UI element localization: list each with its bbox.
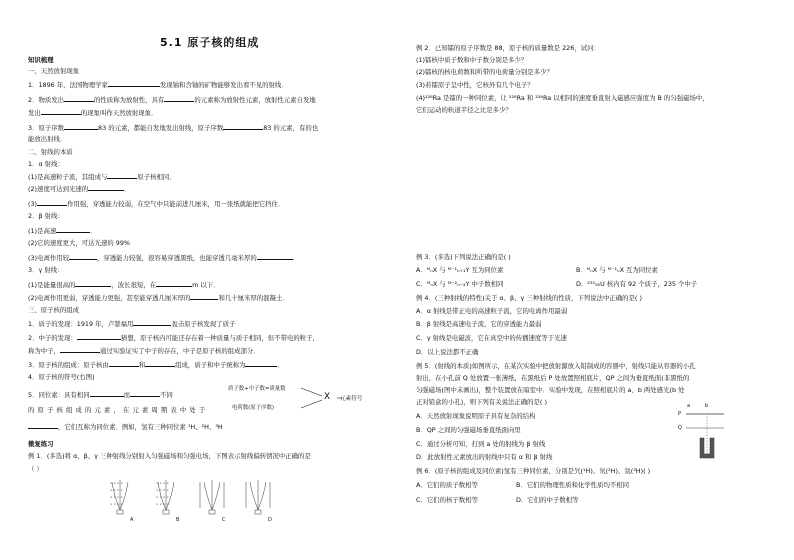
figure-label-a: a xyxy=(687,403,691,409)
question-text: 例 5．(射线的本质)如图所示，在某次实验中把放射源放入铅制成的容器中，射线只能从容器的小孔 xyxy=(416,362,696,370)
option-b: B．它们的物理性质和化学性质均不相同 xyxy=(516,481,630,489)
question-text: 例 4．(三种射线的特性)关于 α、β、γ 三种射线的性质，下列说法中正确的是( ) xyxy=(416,294,642,302)
symbol-element-label: 元素符号 xyxy=(340,396,363,402)
question-text: 射出，在小孔前 Q 处放置一张薄纸，在黑纸后 P 处放置照相底片，QP 之间为垂直纸面(非黑纸的 xyxy=(416,374,690,382)
text-line: (3)电离作用较 ，穿透能力较强，很容易穿透黑纸，也能穿透几毫米厚的 ． xyxy=(28,254,300,262)
option-c: C．γ 射线是电磁波，它在真空中的传播速度等于光速 xyxy=(416,334,567,342)
text-line: 2．β 射线： xyxy=(28,212,64,220)
text-line: 5．同位素：具有相同 而 不同 xyxy=(28,391,173,399)
text-line: 3．γ 射线： xyxy=(28,266,64,274)
text-line: (2)它的速度更大，可达光速的 99% xyxy=(28,239,130,247)
text-line: 1．1896 年，法国物理学家 发现铀和含铀的矿物能够发出看不见的射线． xyxy=(28,81,288,89)
symbol-mass-label: 质子数+中子数=质量数 xyxy=(228,386,286,392)
page-title: 5.1 原子核的组成 xyxy=(160,36,260,49)
text-line: (2)速度可达到光速的 ． xyxy=(28,185,131,193)
svg-text:× × × ×: × × × × xyxy=(110,481,123,485)
option-b: B．β 射线是高速电子流，它的穿透能力最弱 xyxy=(416,320,542,328)
text-line: (3) 作用强，穿透能力较弱，在空气中只能前进几厘米，用一张纸就能把它挡住． xyxy=(28,200,285,208)
option-a: A．ᴹₙX 与 ᴹ⁻¹ₙ₊₁Y 互为同位素 xyxy=(416,266,504,274)
option-d: D．以上说法都不正确 xyxy=(416,348,479,356)
option-c: C．它们的核子数相等 xyxy=(416,496,478,504)
symbol-x: X xyxy=(324,392,331,402)
text-line: 2．物质发出 的性质称为放射性，具有 的元素称为放射性元素，放射性元素自发地 xyxy=(28,96,316,104)
question-text: 例 6．(原子核的组成及同位素)氢有三种同位素，分别是氕(¹H)、氘(²H)、氚(³H)( ) xyxy=(416,467,651,475)
text-line: 能放出射线． xyxy=(28,135,67,143)
option-d: D．此放射性元素放出的射线中只有 α 和 β 射线 xyxy=(416,453,553,461)
text-line: 的原子核组成的元素，在元素周期表中处于 xyxy=(28,406,209,414)
figure-label-d: D xyxy=(268,517,272,523)
text-line: (1)是能量很高的 ，波长很短，在 m 以下． xyxy=(28,281,220,289)
option-a: A．它们的质子数相等 xyxy=(416,481,478,489)
figure-label-c: C xyxy=(222,517,226,523)
section-heading: 二、射线的本质 xyxy=(28,148,73,156)
text-line: 4．原子核的符号(右图) xyxy=(28,373,95,381)
ray-deflection-figures xyxy=(108,478,308,522)
text-line: 3．原子序数 83 的元素，都能自发地发出射线，原子序数 83 的元素，有的也 xyxy=(28,124,319,132)
option-a: A．天然放射现象说明原子具有复杂的结构 xyxy=(416,412,536,420)
svg-text:× × × ×: × × × × xyxy=(110,502,123,506)
symbol-charge-label: 电荷数(原子序数) xyxy=(232,405,274,411)
option-c: C．ᴹₙX 与 ᴹ⁻²ₙ₋₂Y 中子数相同 xyxy=(416,280,504,288)
text-line: 发出 的现象叫作天然放射现象． xyxy=(28,109,158,117)
question-text: 正对铅盒的小孔)，则下列有关说法正确的是( ) xyxy=(416,398,547,406)
figure-label-b: B xyxy=(176,517,180,523)
option-c: C．通过分析可知，打到 a 处的射线为 β 射线 xyxy=(416,440,546,448)
text-line: ，它们互称为同位素．例如，氢有三种同位素 ¹H、²H、³H xyxy=(28,422,223,431)
question-text: 例 2．已知镭的原子序数是 88，原子核的质量数是 226，试问： xyxy=(416,44,600,52)
text-line: 3．原子核的组成：原子核由 和 组成，质子和中子统称为 ． xyxy=(28,361,284,369)
question-text: (2)镭核的核电荷数和所带的电荷量分别是多少？ xyxy=(416,68,553,76)
question-text: 例 1．(多选)将 α、β、γ 三种射线分别射入匀强磁场和匀强电场，下图表示射线偏转情况中正确的是 xyxy=(28,452,311,460)
option-b: B．ᴹₙX 与 ᴹ⁻¹ₙX 互为同位素 xyxy=(576,266,658,274)
section-heading: 知识梳理 xyxy=(28,56,54,64)
figure-label-a: A xyxy=(130,517,134,523)
option-a: A．α 射线是带正电的高速粒子流，它的电离作用最弱 xyxy=(416,307,568,315)
option-d: D．²³⁵₉₂U 核内有 92 个质子，235 个中子 xyxy=(576,280,698,288)
text-line: 1．质子的发现：1919 年，卢瑟福用 轰击原子核发现了质子 xyxy=(28,320,236,328)
question-text: (4)²²⁸Ra 是镭的一种同位素，让 ²²⁸Ra 和 ²²⁶Ra 以相同的速度垂直射入磁感应强度为 B 的匀强磁场中， xyxy=(416,94,709,102)
svg-text:× × × ×: × × × × xyxy=(156,495,169,499)
figure-c xyxy=(200,480,224,514)
figure-label-q: Q xyxy=(678,425,682,431)
text-line: (1)是高速 ． xyxy=(28,227,97,235)
figure-label-p: P xyxy=(678,411,682,417)
section-heading: 三、原子核的组成 xyxy=(28,306,80,314)
question-text: 它们运动的轨道半径之比是多少？ xyxy=(416,106,512,114)
question-text: (1)镭核中质子数和中子数分别是多少？ xyxy=(416,56,528,64)
figure-d xyxy=(246,480,270,514)
text-line: 称为中子， 通过实验证实了中子的存在，中子是原子核的组成部分． xyxy=(28,347,260,355)
svg-text:× × × ×: × × × × xyxy=(110,488,123,492)
nucleus-symbol-diagram xyxy=(208,380,358,420)
text-line: 1．α 射线： xyxy=(28,160,64,168)
figure-label-b: b xyxy=(705,403,709,409)
text-line: 2．中子的发现： 猜想，原子核内可能还存在着一种质量与质子相同，但不带电的粒子， xyxy=(28,334,319,342)
svg-text:× × × ×: × × × × xyxy=(156,502,169,506)
section-heading: 一、天然放射现象 xyxy=(28,67,80,75)
text-line: (1)是高速粒子流，其组成与 原子核相同． xyxy=(28,173,176,181)
text-line: (2)电离作用更弱，穿透能力更强，甚至能穿透几厘米厚的 和几十厘米厚的混凝土． xyxy=(28,294,289,302)
figure-a xyxy=(110,480,128,514)
option-b: B．QP 之间的匀强磁场垂直纸面向里 xyxy=(416,426,521,434)
question-text: 匀强磁场(图中未画出)，整个装置放在暗室中．实验中发现，在照相底片的 a、b 两处感光(b 处 xyxy=(416,386,685,394)
question-text: 例 3．(多选)下列说法正确的是( ) xyxy=(416,253,511,261)
section-heading: 微复练习 xyxy=(28,440,54,448)
question-text: (3)若镭原子呈中性，它核外有几个电子？ xyxy=(416,81,534,89)
option-d: D．它们的中子数相等 xyxy=(516,496,579,504)
svg-text:× × × ×: × × × × xyxy=(156,488,169,492)
figure-b xyxy=(156,480,174,514)
answer-blank: （ ） xyxy=(28,465,43,473)
svg-text:× × × ×: × × × × xyxy=(156,481,169,485)
svg-text:× × × ×: × × × × xyxy=(110,495,123,499)
